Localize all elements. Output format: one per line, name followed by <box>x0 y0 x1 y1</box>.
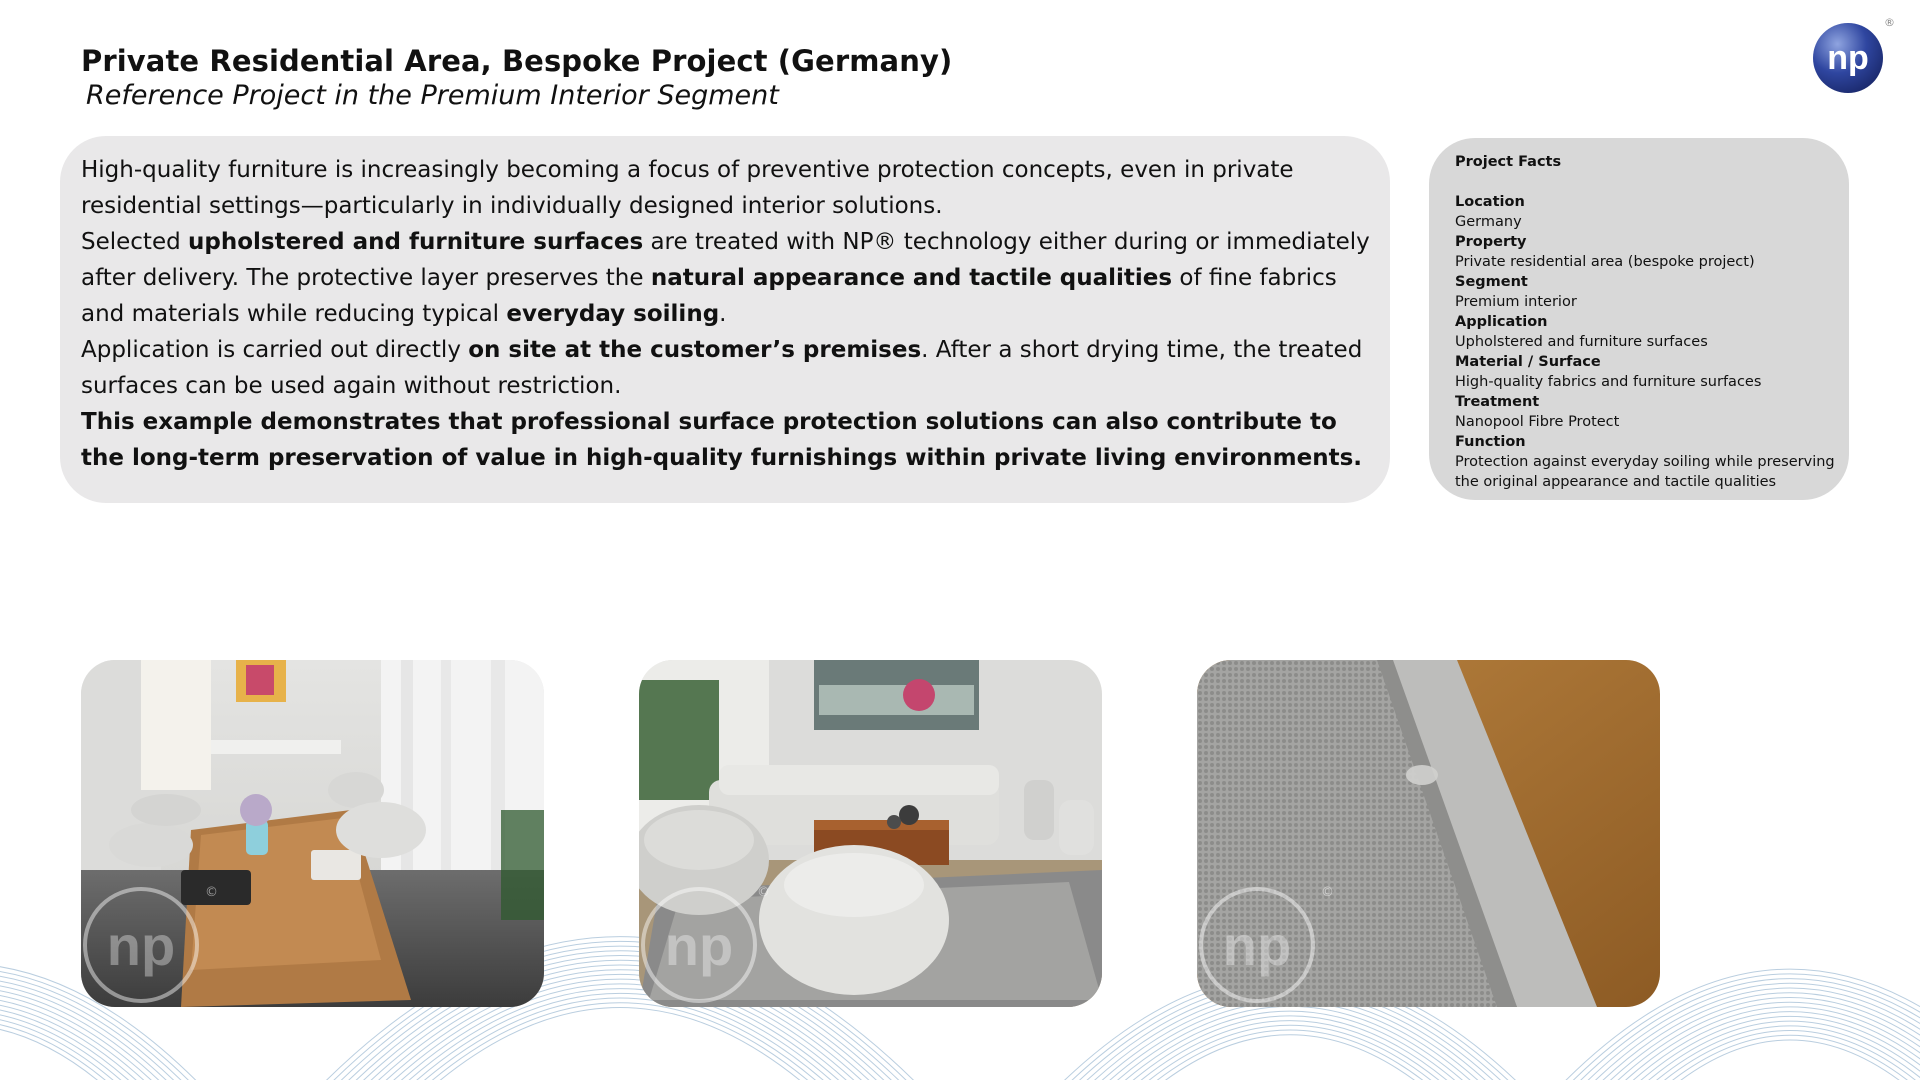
page-subtitle: Reference Project in the Premium Interior Segment <box>86 80 779 111</box>
np-logo-icon[interactable] <box>1812 22 1884 94</box>
emphasis-everyday-soiling: everyday soiling <box>506 301 720 327</box>
intro-paragraph-1: High-quality furniture is increasingly becoming a focus of preventive protection concepts, even in private residential settings—particularly in individually designed interior solutions. <box>81 157 1294 219</box>
page-title: Private Residential Area, Bespoke Project (Germany) <box>81 44 953 78</box>
fact-location <box>1455 192 1839 232</box>
fact-label: Location <box>1455 194 1525 210</box>
copyright-mark: © <box>205 885 218 900</box>
fact-value: Upholstered and furniture surfaces <box>1455 334 1708 350</box>
emphasis-natural-appearance: natural appearance and tactile qualities <box>650 265 1173 291</box>
copyright-mark: © <box>757 885 770 900</box>
conclusion-text: This example demonstrates that professional surface protection solutions can also contribute to the long-term preservation of value in high-quality furnishings within private living environments. <box>81 409 1363 471</box>
fact-application <box>1455 312 1839 352</box>
np-watermark: np <box>1222 914 1292 977</box>
text-run: Application is carried out directly <box>81 337 469 363</box>
intro-paragraph-4 <box>81 404 1370 476</box>
fact-label: Property <box>1455 234 1527 250</box>
np-watermark: np <box>664 914 734 977</box>
intro-paragraph-2 <box>81 224 1370 332</box>
fact-treatment <box>1455 392 1839 432</box>
fact-value: Premium interior <box>1455 294 1577 310</box>
fact-value: Germany <box>1455 214 1522 230</box>
fact-label: Segment <box>1455 274 1528 290</box>
fact-segment <box>1455 272 1839 312</box>
fact-value: Private residential area (bespoke project) <box>1455 254 1755 270</box>
fact-function <box>1455 432 1839 492</box>
text-run: Selected <box>81 229 189 255</box>
fact-value: Nanopool Fibre Protect <box>1455 414 1620 430</box>
copyright-mark: © <box>1321 885 1334 900</box>
project-facts-heading: Project Facts <box>1455 154 1562 170</box>
project-facts-panel <box>1429 138 1849 500</box>
fact-label: Application <box>1455 314 1548 330</box>
intro-panel <box>60 136 1390 503</box>
text-run: . <box>719 301 727 327</box>
living-room-photo <box>639 660 1102 1007</box>
intro-paragraph-3 <box>81 332 1370 404</box>
logo-text: np <box>1827 39 1869 77</box>
emphasis-on-site: on site at the customer’s premises <box>468 337 922 363</box>
emphasis-upholstered: upholstered and furniture surfaces <box>188 229 644 255</box>
fact-material <box>1455 352 1839 392</box>
dining-room-photo <box>81 660 544 1007</box>
fact-label: Material / Surface <box>1455 354 1601 370</box>
fact-label: Function <box>1455 434 1526 450</box>
fact-value: Protection against everyday soiling while preserving the original appearance and tactile qualities <box>1455 454 1835 490</box>
fact-property <box>1455 232 1839 272</box>
fact-label: Treatment <box>1455 394 1540 410</box>
logo-registered-mark: ® <box>1884 16 1895 29</box>
fabric-closeup-photo <box>1197 660 1660 1007</box>
text-run: are treated with NP® technology either during or immediately after delivery. The protective layer preserves the <box>81 229 1370 291</box>
fact-value: High-quality fabrics and furniture surfaces <box>1455 374 1762 390</box>
np-watermark: np <box>106 914 176 977</box>
text-run: . After a short drying time, the treated surfaces can be used again without restriction. <box>81 337 1363 399</box>
text-run: of fine fabrics and materials while reducing typical <box>81 265 1337 327</box>
